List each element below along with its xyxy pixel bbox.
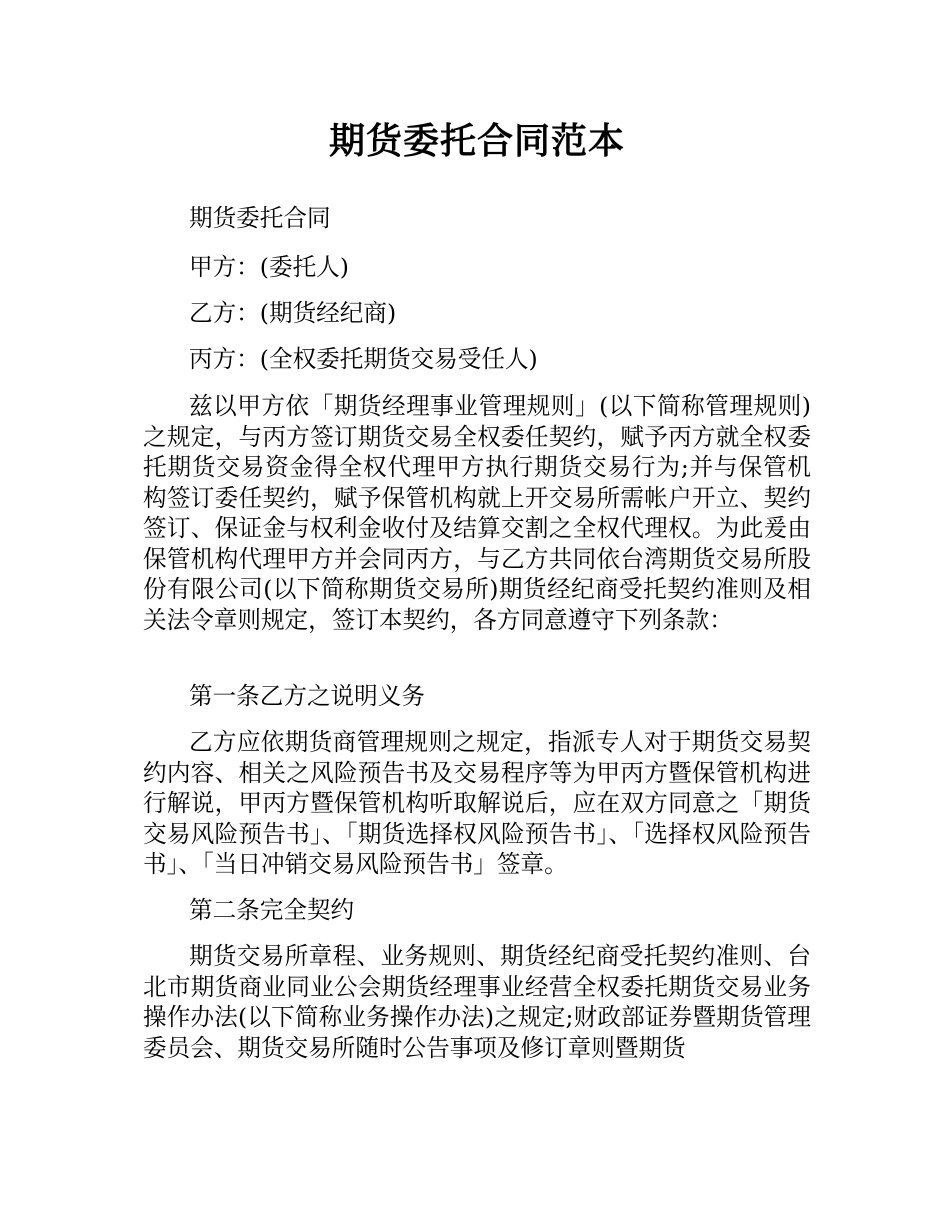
preamble-paragraph: 兹以甲方依「期货经理事业管理规则」(以下简称管理规则)之规定，与丙方签订期货交易全权委任契约，赋予丙方就全权委托期货交易资金得全权代理甲方执行期货交易行为;并与保管机构签订委任契约，赋予保管机构就上开交易所需帐户开立、契约签订、保证金与权利金收付及结算交割之全权代理权。为此爰由保管机构代理甲方并会同丙方，与乙方共同依台湾期货交易所股份有限公司(以下简称期货交易所)期货经纪商受托契约准则及相关法令章则规定，签订本契约，各方同意遵守下列条款：	[143, 392, 811, 634]
document-title: 期货委托合同范本	[328, 121, 625, 162]
party-c-line: 丙方：(全权委托期货交易受任人)	[189, 345, 538, 373]
article-1-heading: 第一条乙方之说明义务	[189, 682, 425, 710]
article-2-heading: 第二条完全契约	[189, 896, 355, 924]
article-2-body: 期货交易所章程、业务规则、期货经纪商受托契约准则、台北市期货商业同业公会期货经理事业经营全权委托期货交易业务操作办法(以下简称业务操作办法)之规定;财政部证券暨期货管理委员会、期货交易所随时公告事项及修订章则暨期货	[143, 942, 811, 1062]
party-b-line: 乙方：(期货经纪商)	[189, 299, 397, 327]
article-1-body: 乙方应依期货商管理规则之规定，指派专人对于期货交易契约内容、相关之风险预告书及交易程序等为甲丙方暨保管机构进行解说，甲丙方暨保管机构听取解说后，应在双方同意之「期货交易风险预告书」、「期货选择权风险预告书」、「选择权风险预告书」、「当日冲销交易风险预告书」签章。	[143, 728, 811, 878]
party-a-line: 甲方：(委托人)	[189, 253, 349, 281]
contract-heading: 期货委托合同	[189, 204, 331, 232]
